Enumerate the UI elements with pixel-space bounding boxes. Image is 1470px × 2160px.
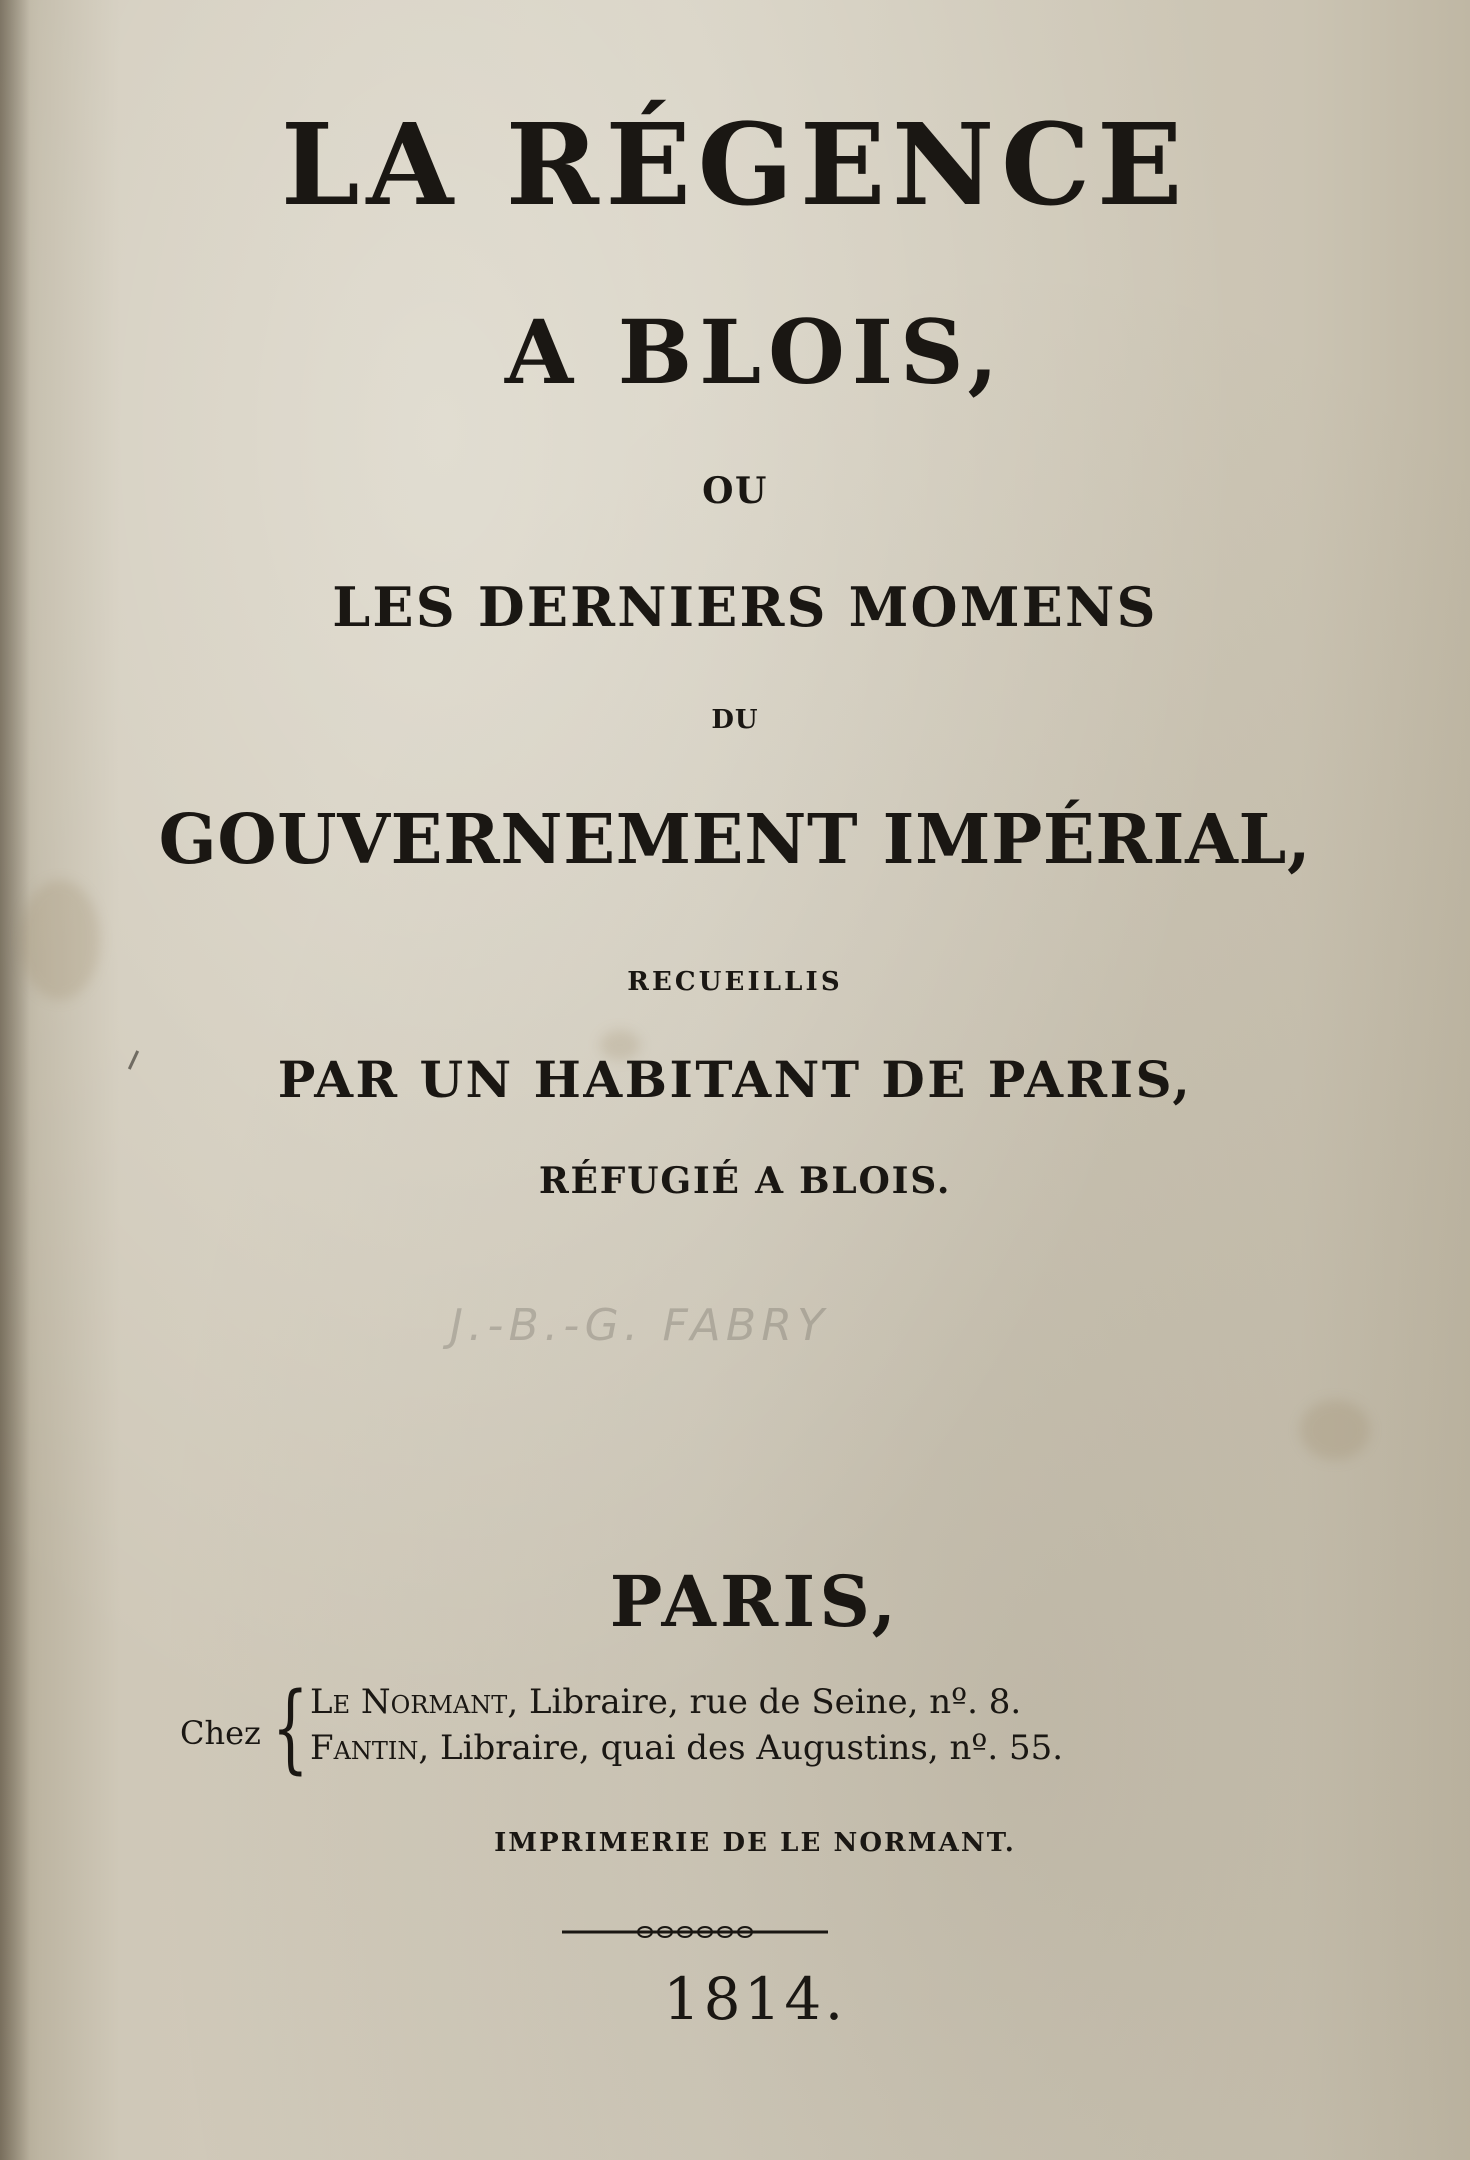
title-line-1: LA RÉGENCE bbox=[280, 100, 1190, 231]
printer-line: IMPRIMERIE DE LE NORMANT. bbox=[494, 1828, 1016, 1858]
brace-glyph: { bbox=[272, 1672, 309, 1784]
chez-label: Chez bbox=[180, 1714, 261, 1752]
subtitle-line-1: LES DERNIERS MOMENS bbox=[332, 575, 1158, 639]
collected-label: RECUEILLIS bbox=[627, 967, 843, 997]
publisher-2 bbox=[310, 1728, 1063, 1768]
paper-stain bbox=[1300, 1400, 1370, 1460]
pencil-annotation: J.-B.-G. FABRY bbox=[450, 1300, 830, 1351]
publisher-1-address: , Libraire, rue de Seine, nº. 8. bbox=[507, 1682, 1022, 1722]
conjunction-ou: OU bbox=[702, 470, 768, 512]
author-line-2: RÉFUGIÉ A BLOIS. bbox=[538, 1160, 952, 1202]
ornament-rule bbox=[560, 1922, 830, 1942]
title-line-2: A BLOIS, bbox=[504, 300, 1006, 404]
subtitle-line-2: GOUVERNEMENT IMPÉRIAL, bbox=[158, 800, 1312, 880]
imprint-city: PARIS, bbox=[609, 1560, 901, 1643]
conjunction-du: DU bbox=[711, 705, 759, 735]
author-line-1: PAR UN HABITANT DE PARIS, bbox=[277, 1050, 1193, 1109]
publisher-2-address: , Libraire, quai des Augustins, nº. 55. bbox=[418, 1728, 1064, 1768]
publisher-2-name: Fantin bbox=[310, 1728, 419, 1768]
publication-year: 1814. bbox=[663, 1965, 847, 2033]
publisher-1-name: Le Normant bbox=[310, 1682, 508, 1722]
publisher-1 bbox=[310, 1682, 1021, 1722]
publishers-block bbox=[180, 1672, 1080, 1792]
